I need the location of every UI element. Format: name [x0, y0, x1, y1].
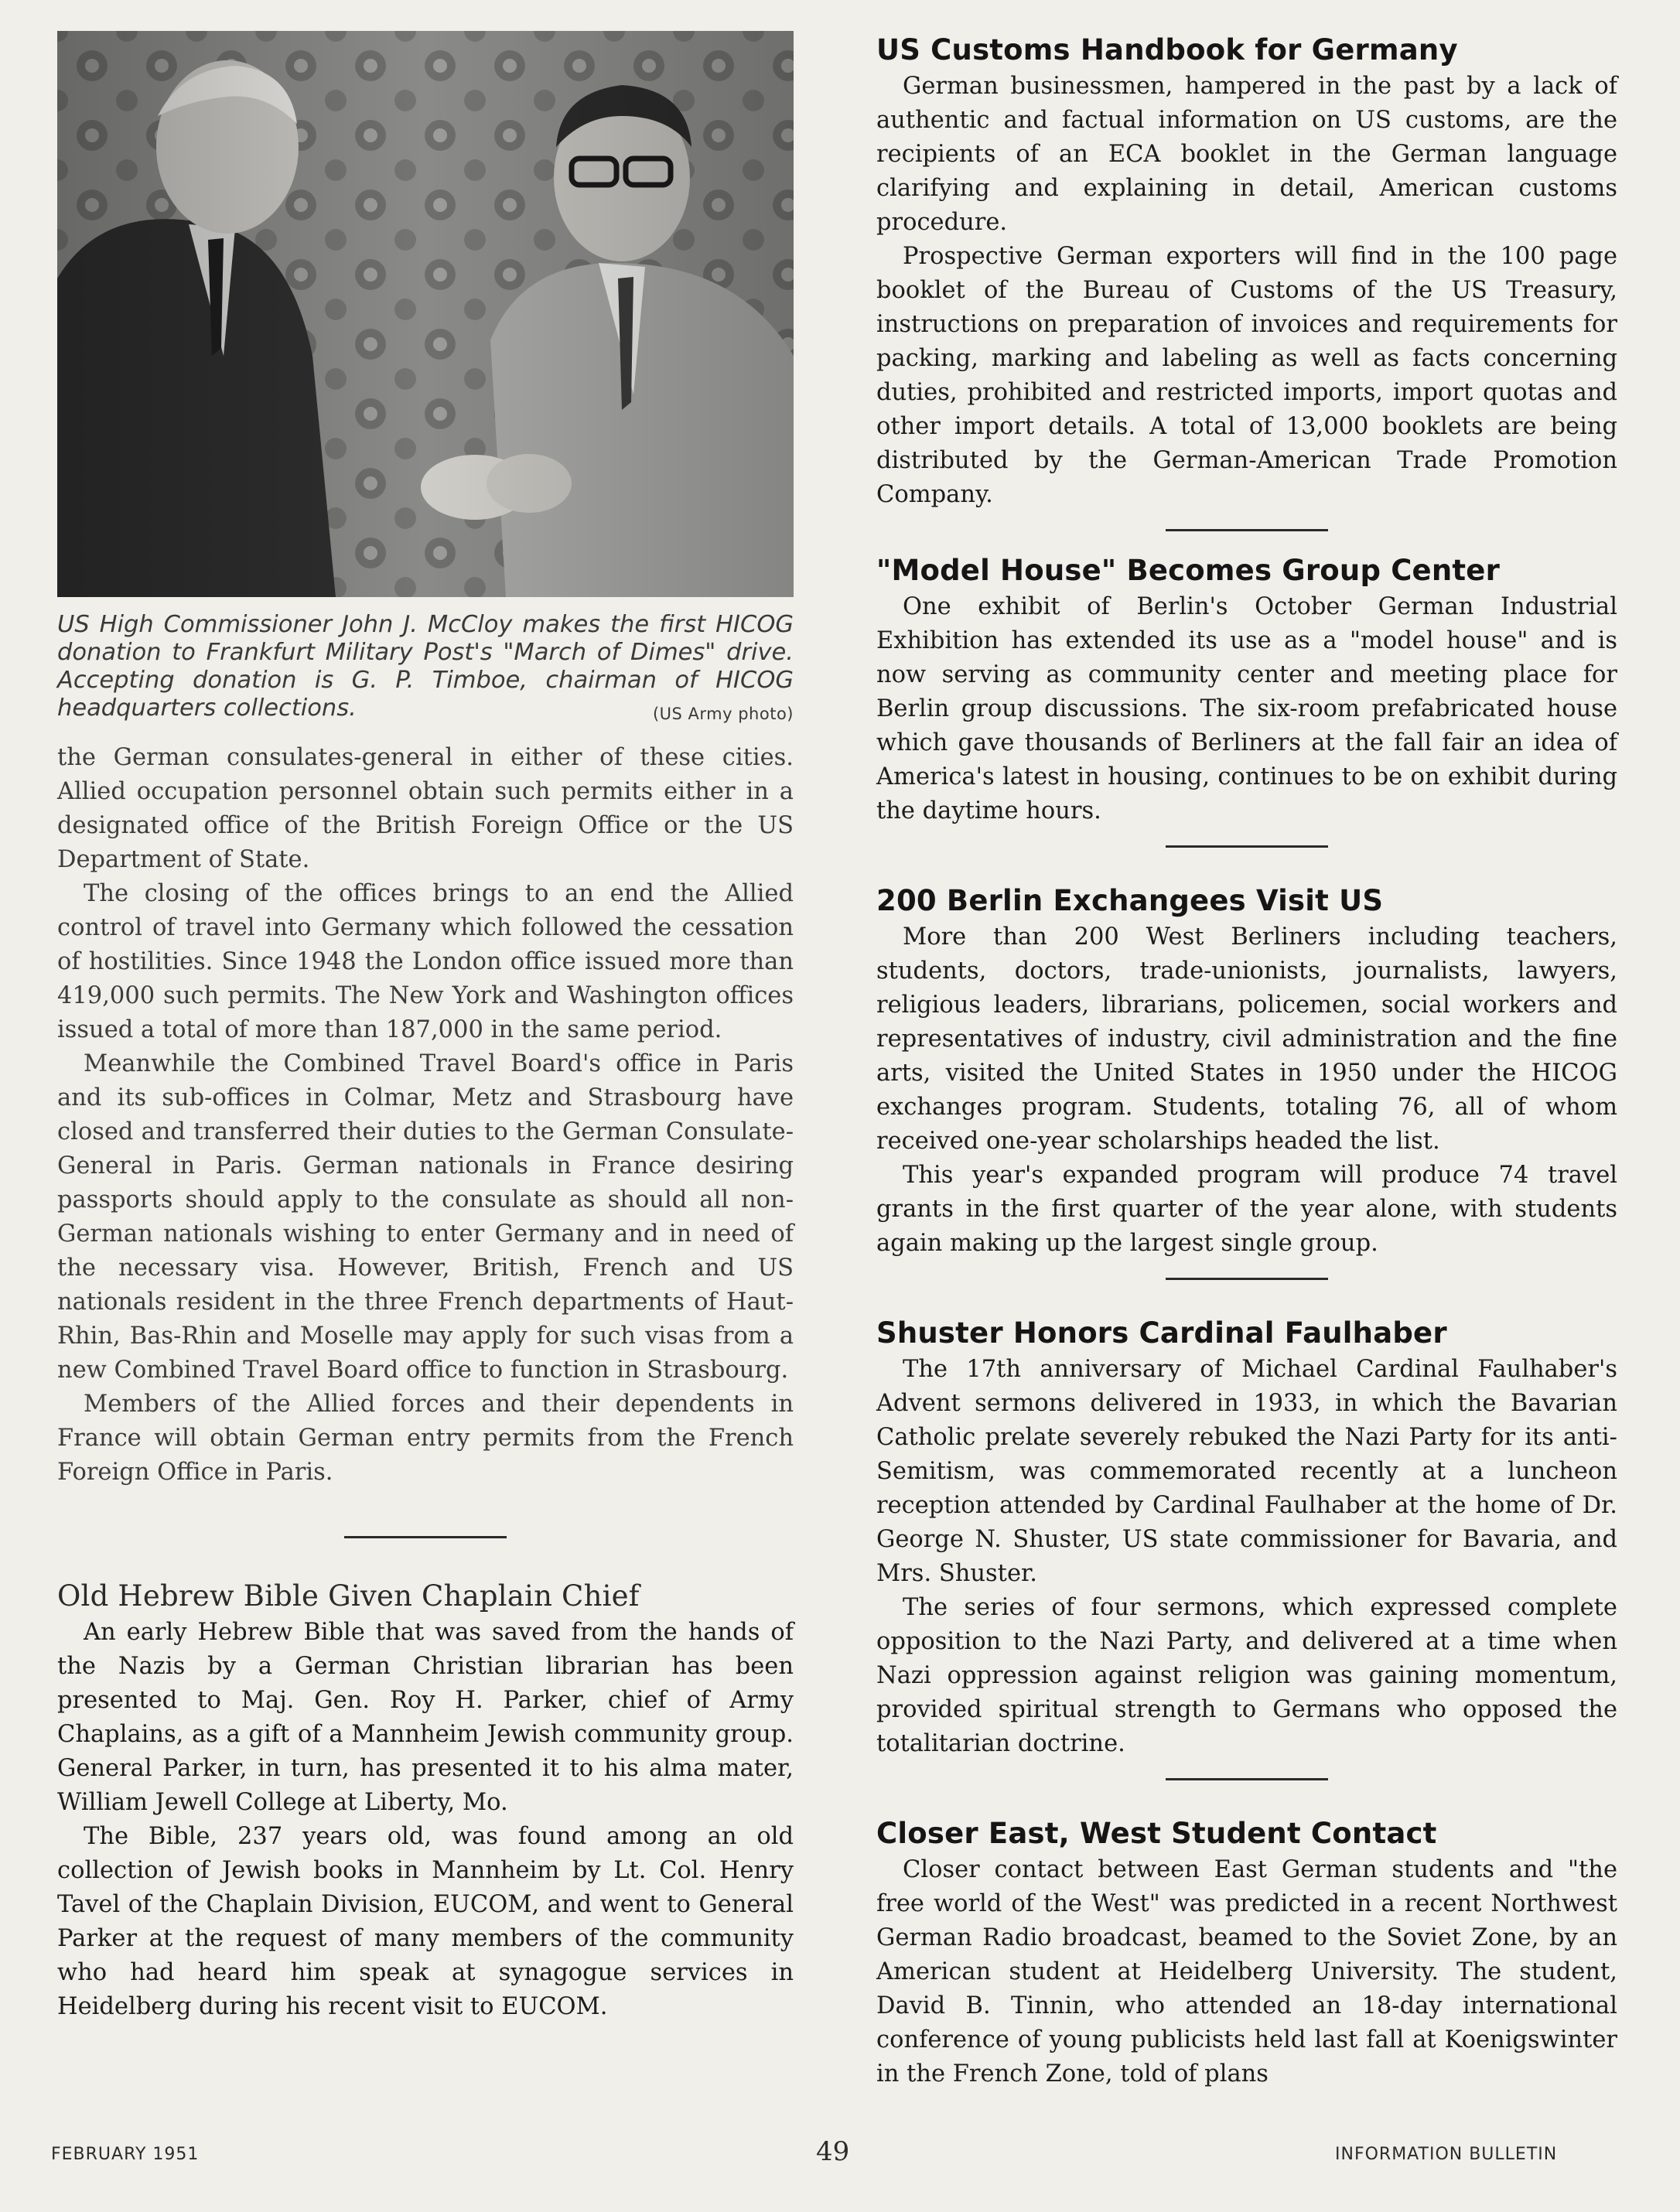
- model-house-paragraph-1: One exhibit of Berlin's October German Industrial Exhibition has extended its use as a "model house" and is now serving as community center and meeting place for Berlin group discussions. The six-room prefabricated house which gave thousands of Berliners at the fall fair an idea of America's latest in housing, continues to be on exhibit during the daytime hours.: [876, 593, 1617, 824]
- left-column: [57, 31, 794, 2024]
- footer-publication: INFORMATION BULLETIN: [1335, 2145, 1558, 2164]
- students-paragraph-1: Closer contact between East German students and "the free world of the West" was predicted in a recent Northwest German Radio broadcast, beamed to the Soviet Zone, by an American student at Heidelberg University. The student, David B. Tinnin, who attended an 18-day international conference of young publicists held last fall at Koenigswinter in the French Zone, told of plans: [876, 1856, 1617, 2087]
- continued-paragraph-4: Members of the Allied forces and their dependents in France will obtain German entry permits from the French Foreign Office in Paris.: [57, 1391, 794, 1486]
- photo-credit: (US Army photo): [652, 705, 794, 723]
- continued-paragraph-3: Meanwhile the Combined Travel Board's office in Paris and its sub-offices in Colmar, Metz and Strasbourg have closed and transferred their duties to the German Consulate-General in Paris. German nationals in France desiring passports should apply to the consulate as should all non-German nationals wishing to enter Germany and in need of the necessary visa. However, British, French and US nationals resident in the three French departments of Haut-Rhin, Bas-Rhin and Moselle may apply for such visas from a new Combined Travel Board office to function in Strasbourg.: [57, 1050, 794, 1384]
- customs-paragraph-2: Prospective German exporters will find in the 100 page booklet of the Bureau of Customs of the US Treasury, instructions on preparation of invoices and requirements for packing, marking and labeling as well as facts concerning duties, prohibited and restricted imports, import quotas and other import details. A total of 13,000 booklets are being distributed by the German-American Trade Promotion Company.: [876, 243, 1617, 508]
- model-house-headline: "Model House" Becomes Group Center: [876, 554, 1501, 587]
- bible-paragraph-1: An early Hebrew Bible that was saved from the hands of the Nazis by a German Christian librarian has been presented to Maj. Gen. Roy H. Parker, chief of Army Chaplains, as a gift of a Mannheim Jewish community group. General Parker, in turn, has presented it to his alma mater, William Jewell College at Liberty, Mo.: [57, 1619, 794, 1816]
- continued-paragraph-2: The closing of the offices brings to an end the Allied control of travel into Germany which followed the cessation of hostilities. Since 1948 the London office issued more than 419,000 such permits. The New York and Washington offices issued a total of more than 187,000 in the same period.: [57, 880, 794, 1043]
- exchangees-paragraph-2: This year's expanded program will produce 74 travel grants in the first quarter of the year alone, with students again making up the largest single group.: [876, 1162, 1617, 1257]
- continued-paragraph-1: the German consulates-general in either of these cities. Allied occupation personnel obtain such permits either in a designated office of the British Foreign Office or the US Department of State.: [57, 744, 794, 873]
- faulhaber-headline: Shuster Honors Cardinal Faulhaber: [876, 1316, 1447, 1350]
- students-headline: Closer East, West Student Contact: [876, 1817, 1437, 1850]
- exchangees-paragraph-1: More than 200 West Berliners including teachers, students, doctors, trade-unionists, journalists, lawyers, religious leaders, librarians, policemen, social workers and representatives of industry, civil administration and the fine arts, visited the United States in 1950 under the HICOG exchanges program. Students, totaling 76, all of whom received one-year scholarships headed the list.: [876, 923, 1617, 1155]
- page-number: 49: [816, 2136, 850, 2167]
- footer-date: FEBRUARY 1951: [51, 2145, 200, 2164]
- bible-headline: Old Hebrew Bible Given Chaplain Chief: [57, 1579, 640, 1613]
- customs-paragraph-1: German businessmen, hampered in the past by a lack of authentic and factual information on US customs, are the recipients of an ECA booklet in the German language clarifying and explaining in detail, American customs procedure.: [876, 73, 1617, 236]
- news-photo: [57, 31, 794, 597]
- photo-image: [57, 31, 794, 597]
- faulhaber-paragraph-2: The series of four sermons, which expressed complete opposition to the Nazi Party, and delivered at a time when Nazi oppression against religion was gaining momentum, provided spiritual strength to Germans who opposed the totalitarian doctrine.: [876, 1594, 1617, 1757]
- bible-paragraph-2: The Bible, 237 years old, was found among an old collection of Jewish books in Mannheim by Lt. Col. Henry Tavel of the Chaplain Division, EUCOM, and went to General Parker at the request of many members of the community who had heard him speak at synagogue services in Heidelberg during his recent visit to EUCOM.: [57, 1823, 794, 2020]
- faulhaber-paragraph-1: The 17th anniversary of Michael Cardinal Faulhaber's Advent sermons delivered in 1933, in which the Bavarian Catholic prelate severely rebuked the Nazi Party for its anti-Semitism, was commemorated recently at a luncheon reception attended by Cardinal Faulhaber at the home of Dr. George N. Shuster, US state commissioner for Bavaria, and Mrs. Shuster.: [876, 1356, 1617, 1587]
- photo-caption: [57, 611, 794, 722]
- right-column: [876, 31, 1617, 2091]
- customs-headline: US Customs Handbook for Germany: [876, 33, 1458, 67]
- caption-text: US High Commissioner John J. McCloy makes the first HICOG donation to Frankfurt Military Post's "March of Dimes" drive. Accepting donation is G. P. Timboe, chairman of HICOG headquarters collections.: [57, 611, 794, 722]
- exchangees-headline: 200 Berlin Exchangees Visit US: [876, 884, 1384, 917]
